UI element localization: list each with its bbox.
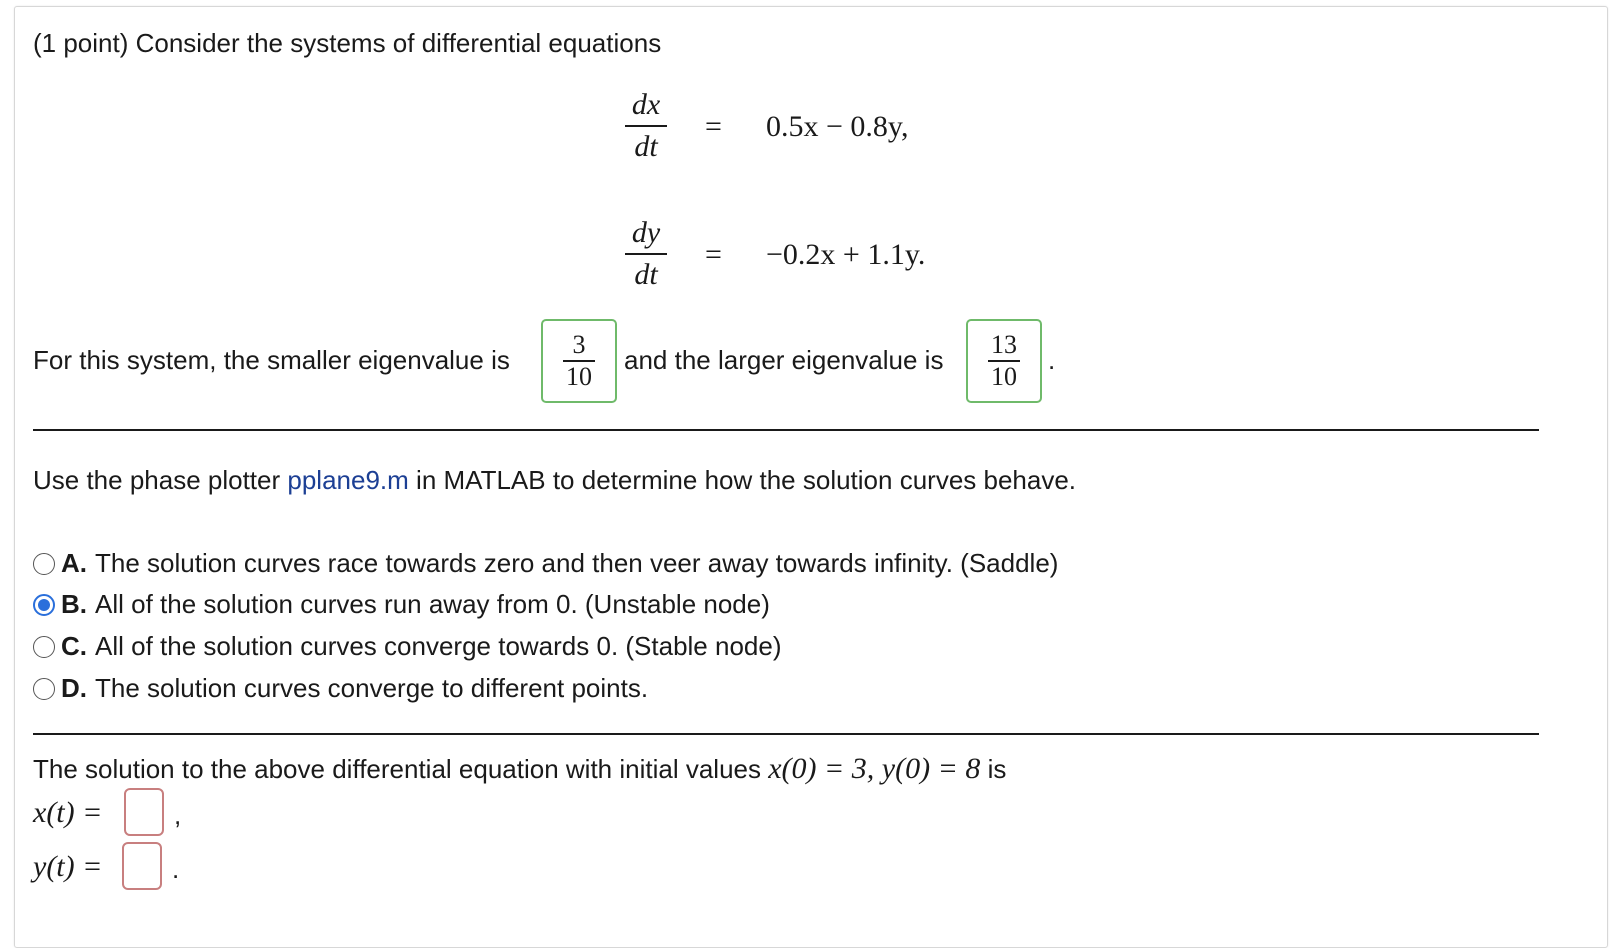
larger-eigenvalue-answer[interactable]	[966, 319, 1042, 403]
equation-1-rhs-text: 0.5x − 0.8y,	[766, 110, 909, 143]
radio-a[interactable]	[33, 553, 55, 575]
initial-conditions: x(0) = 3, y(0) = 8	[768, 752, 981, 785]
solution-prefix: The solution to the above differential equation with initial values	[33, 754, 761, 784]
eigen-period: .	[1048, 345, 1056, 375]
radio-c[interactable]	[33, 636, 55, 658]
divider	[33, 429, 1539, 431]
fraction-bar	[625, 253, 667, 255]
choice-d[interactable]	[33, 673, 648, 704]
smaller-eigenvalue-answer[interactable]	[541, 319, 617, 403]
equation-1-rhs	[766, 110, 908, 144]
x-t-label-text: x(t) =	[33, 796, 103, 829]
solution-prompt	[33, 752, 1006, 786]
dy-dt-fraction	[625, 216, 667, 292]
answer-numerator: 13	[991, 330, 1017, 360]
dx-numerator: dx	[631, 88, 661, 121]
radio-d[interactable]	[33, 678, 55, 700]
choice-a[interactable]	[33, 548, 1058, 579]
choice-c-text: All of the solution curves converge towards 0. (Stable node)	[95, 631, 782, 661]
choice-a-letter: A.	[61, 548, 87, 578]
x-t-input[interactable]	[124, 788, 164, 836]
equation-2-rhs	[766, 238, 925, 272]
equals-sign: =	[705, 110, 722, 143]
larger-eigenvalue-label: and the larger eigenvalue is	[624, 345, 944, 375]
choice-d-letter: D.	[61, 673, 87, 703]
choice-b-letter: B.	[61, 589, 87, 619]
divider	[33, 733, 1539, 735]
choice-a-text: The solution curves race towards zero and then veer away towards infinity. (Saddle)	[95, 548, 1059, 578]
solution-suffix: is	[987, 754, 1007, 784]
pplane-link[interactable]: pplane9.m	[287, 465, 409, 495]
smaller-eigenvalue-label: For this system, the smaller eigenvalue is	[33, 345, 510, 375]
equation-2-rhs-text: −0.2x + 1.1y.	[766, 238, 926, 271]
dy-numerator: dy	[631, 216, 661, 249]
choice-d-text: The solution curves converge to different points.	[95, 673, 649, 703]
dt-denominator: dt	[634, 130, 658, 163]
answer-numerator: 3	[572, 330, 586, 360]
choice-c[interactable]	[33, 631, 782, 662]
dx-dt-fraction	[625, 88, 667, 164]
y-t-period: .	[172, 854, 180, 884]
radio-b[interactable]	[33, 594, 55, 616]
x-t-label	[33, 796, 102, 830]
y-t-input[interactable]	[122, 842, 162, 890]
problem-intro: (1 point) Consider the systems of differential equations	[33, 28, 662, 58]
equals-sign: =	[705, 238, 722, 271]
phase-plotter-instruction	[33, 465, 1076, 496]
dt-denominator: dt	[634, 258, 658, 291]
y-t-label	[33, 850, 102, 884]
choice-b[interactable]	[33, 589, 770, 620]
x-t-comma: ,	[174, 800, 182, 830]
choice-c-letter: C.	[61, 631, 87, 661]
instruction-text-after: in MATLAB to determine how the solution curves behave.	[416, 465, 1077, 495]
choice-b-text: All of the solution curves run away from 0. (Unstable node)	[95, 589, 770, 619]
answer-denominator: 10	[991, 361, 1017, 391]
answer-denominator: 10	[566, 361, 592, 391]
instruction-text-before: Use the phase plotter	[33, 465, 281, 495]
fraction-bar	[625, 125, 667, 127]
y-t-label-text: y(t) =	[33, 850, 103, 883]
